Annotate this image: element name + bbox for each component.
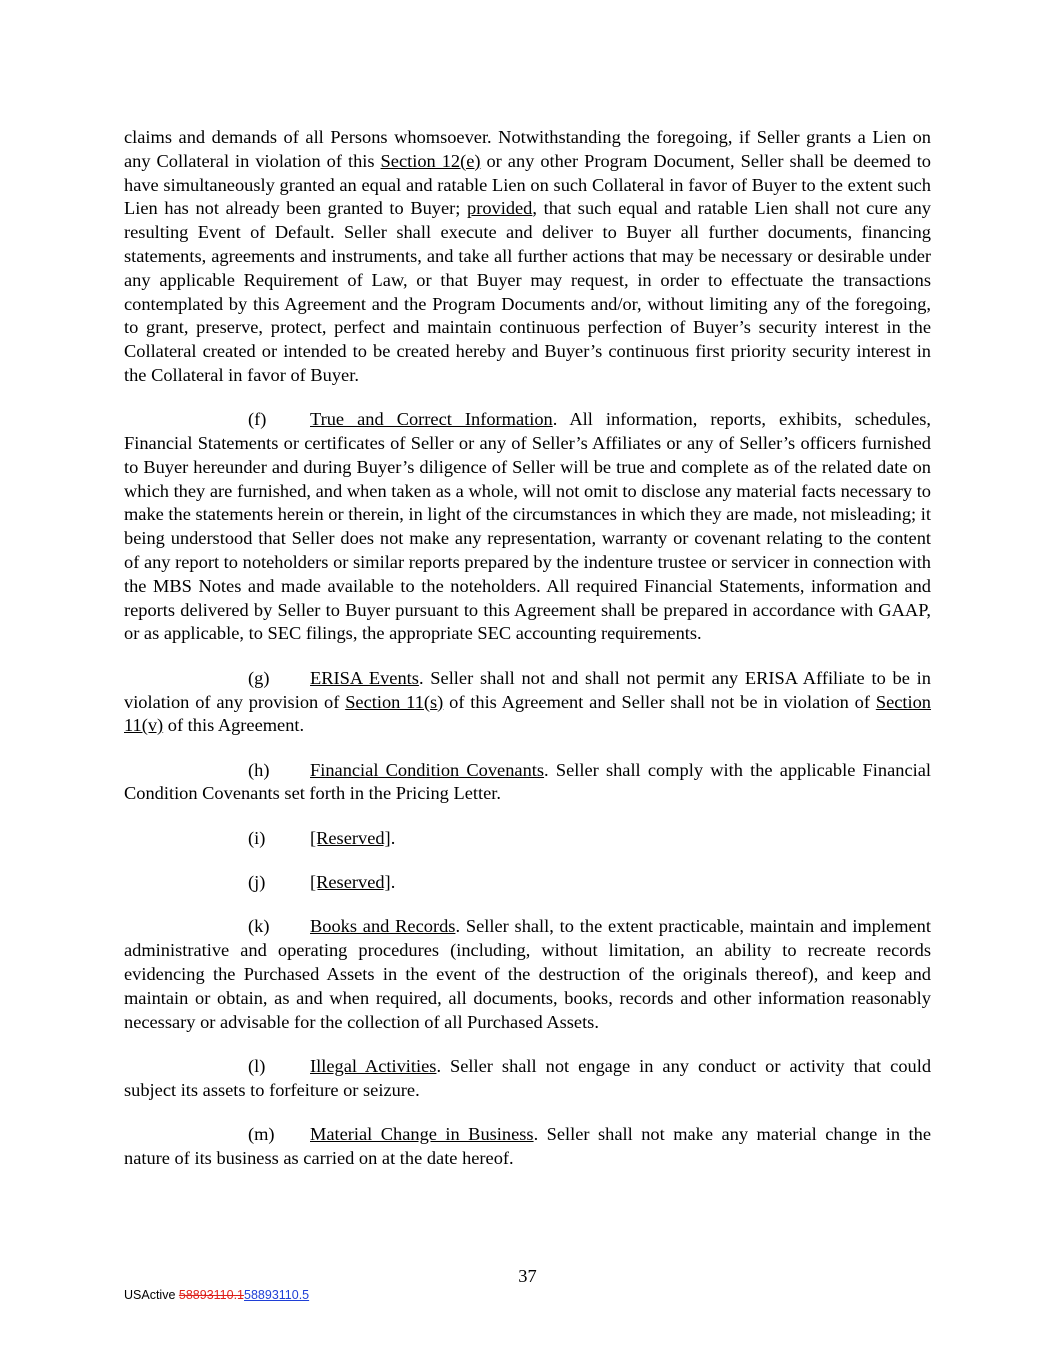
clause-text: of this Agreement and Seller shall not be in violation of <box>443 691 876 712</box>
deleted-doc-id: 58893110.1 <box>178 1288 245 1302</box>
clause-l <box>124 1055 931 1103</box>
clause-label: (m) <box>248 1123 275 1144</box>
paragraph-continuation <box>124 126 931 388</box>
clause-m <box>124 1123 931 1171</box>
clause-text: . Seller shall comply with the applicable Financial Condition Covenants set forth in the Pricing Letter. <box>124 759 931 804</box>
clause-label: (f) <box>248 409 267 430</box>
text: , that such equal and ratable Lien shall not cure any resulting Event of Default. Seller shall execute and deliver to Buyer all further documents, financing statements, agreements and instruments, and take all further actions that may be necessary or desirable under any applicable Requirement of Law, or that Buyer may request, in order to effectuate the transactions contemplated by this Agreement and the Program Documents and/or, without limiting any of the foregoing, to grant, preserve, protect, perfect and maintain continuous perfection of Buyer’s security interest in the Collateral created or intended to be created hereby and Buyer’s continuous first priority security interest in the Collateral in favor of Buyer. <box>124 198 931 385</box>
clause-g <box>124 667 931 738</box>
page-number: 37 <box>518 1266 537 1286</box>
clause-text: of this Agreement. <box>163 715 305 736</box>
clause-title: [Reserved] <box>310 827 391 848</box>
clause-text: . Seller shall not make any material change in the nature of its business as carried on at the date hereof. <box>124 1123 932 1168</box>
clause-text: . <box>390 872 396 893</box>
clause-title: Material Change in Business <box>310 1123 534 1144</box>
clause-label: (j) <box>248 872 266 893</box>
body-text <box>124 126 931 1191</box>
section-reference: Section 11(v) <box>124 691 932 736</box>
clause-label: (h) <box>248 759 270 780</box>
clause-label: (k) <box>248 916 270 937</box>
clause-title: Illegal Activities <box>310 1055 437 1076</box>
document-id-footer <box>124 1288 309 1302</box>
text: or any other Program Document, Seller shall be deemed to have simultaneously granted an equal and ratable Lien on such Collateral in favor of Buyer to the extent such Lien has not already been granted to Buyer; <box>124 150 932 219</box>
footer-prefix: USActive <box>124 1288 179 1302</box>
clause-title: [Reserved] <box>310 872 391 893</box>
section-reference: Section 12(e) <box>380 150 481 171</box>
clause-f <box>124 408 931 646</box>
clause-text: . <box>390 827 396 848</box>
clause-text: . Seller shall not engage in any conduct or activity that could subject its assets to forfeiture or seizure. <box>124 1055 932 1100</box>
clause-label: (l) <box>248 1055 266 1076</box>
clause-j <box>124 871 931 895</box>
clause-text: . Seller shall, to the extent practicable, maintain and implement administrative and operating procedures (including, without limitation, an ability to recreate records evidencing the Purchased Assets in the event of the destruction of the originals thereof), and keep and maintain or obtain, as and when required, all documents, books, records and other information reasonably necessary or advisable for the collection of all Purchased Assets. <box>124 916 931 1032</box>
clause-title: ERISA Events <box>310 667 419 688</box>
clause-text: . All information, reports, exhibits, schedules, Financial Statements or certificates of Seller or any of Seller’s Affiliates or any of Seller’s officers furnished to Buyer hereunder and during Buyer’s diligence of Seller will be true and complete as of the related date on which they are furnished, and when taken as a whole, will not omit to disclose any material facts necessary to make the statements herein or therein, in light of the circumstances in which they are made, not misleading; it being understood that Seller does not make any representation, warranty or covenant relating to the content of any report to noteholders or similar reports prepared by the indenture trustee or servicer in connection with the MBS Notes and made available to the noteholders. All required Financial Statements, information and reports delivered by Seller to Buyer pursuant to this Agreement shall be prepared in accordance with GAAP, or as applicable, to SEC filings, the appropriate SEC accounting requirements. <box>124 409 931 644</box>
clause-label: (g) <box>248 667 270 688</box>
clause-k <box>124 915 931 1034</box>
section-reference: Section 11(s) <box>345 691 444 712</box>
clause-title: True and Correct Information <box>310 409 553 430</box>
clause-label: (i) <box>248 827 266 848</box>
clause-text: . Seller shall not and shall not permit any ERISA Affiliate to be in violation of any provision of <box>124 667 931 712</box>
provided-term: provided <box>467 198 533 219</box>
clause-h <box>124 759 931 807</box>
inserted-doc-id: 58893110.5 <box>244 1288 310 1302</box>
clause-title: Books and Records <box>310 916 456 937</box>
text: claims and demands of all Persons whomsoever. Notwithstanding the foregoing, if Seller grants a Lien on any Collateral in violation of this <box>124 127 931 171</box>
clause-title: Financial Condition Covenants <box>310 759 545 780</box>
clause-i <box>124 827 931 851</box>
